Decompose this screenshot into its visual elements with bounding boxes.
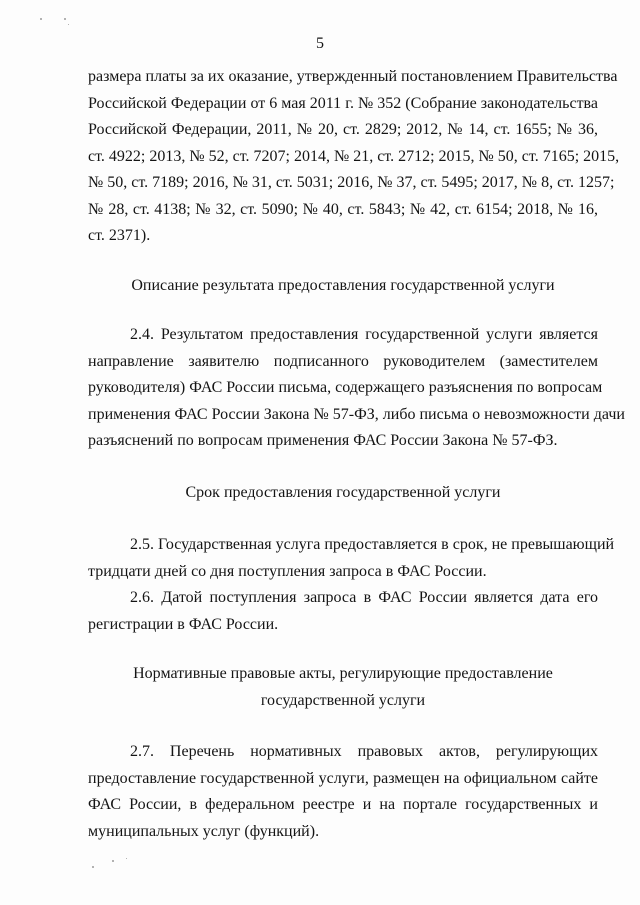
heading-line: Нормативные правовые акты, регулирующие предоставление: [133, 665, 553, 682]
text-line: регистрации в ФАС России.: [88, 615, 279, 633]
section-heading-term: Срок предоставления государственной услуги: [185, 484, 501, 501]
page-number: 5: [316, 35, 324, 52]
scan-speck: [92, 866, 94, 868]
text-line: 2.5. Государственная услуга предоставляется в срок, не превышающий: [130, 536, 615, 553]
text-line: применения ФАС России Закона № 57-ФЗ, либо письма о невозможности дачи: [88, 405, 625, 423]
text-line: муниципальных услуг (функций).: [88, 822, 320, 840]
text-line: Российской Федерации от 6 мая 2011 г. № 352 (Собрание законодательства: [88, 94, 598, 112]
scan-speck: [112, 860, 114, 862]
scan-speck: [126, 858, 127, 859]
text-line: 2.7. Перечень нормативных правовых актов, регулирующих: [130, 743, 598, 760]
paragraph-2-6: [88, 585, 598, 638]
text-line: ст. 2371).: [88, 227, 151, 244]
text-line: тридцати дней со дня поступления запроса в ФАС России.: [88, 562, 487, 580]
heading-line: государственной услуги: [260, 691, 426, 709]
text-line: № 50, ст. 7189; 2016, № 31, ст. 5031; 2016, № 37, ст. 5495; 2017, № 8, ст. 1257;: [88, 174, 615, 191]
text-line: Российской Федерации, 2011, № 20, ст. 2829; 2012, № 14, ст. 1655; № 36,: [88, 121, 598, 138]
text-line: 2.6. Датой поступления запроса в ФАС России является дата его: [130, 589, 598, 606]
scan-speck: [68, 24, 69, 25]
text-line: направление заявителю подписанного руководителем (заместителем: [88, 352, 598, 370]
section-heading-acts: [88, 660, 598, 713]
text-line: размера платы за их оказание, утвержденный постановлением Правительства: [88, 68, 618, 85]
scan-speck: [64, 18, 66, 20]
text-line: 2.4. Результатом предоставления государственной услуги является: [130, 326, 598, 343]
paragraph-2-5: [88, 532, 615, 585]
text-line: ФАС России, в федеральном реестре и на портале государственных и: [88, 796, 598, 813]
scan-speck: [40, 18, 42, 20]
intro-paragraph: [88, 64, 620, 250]
text-line: руководителя) ФАС России письма, содержащего разъяснения по вопросам: [88, 379, 603, 396]
section-heading-result: Описание результата предоставления государственной услуги: [131, 277, 555, 294]
paragraph-2-7: [88, 739, 598, 845]
paragraph-2-4: [88, 322, 625, 455]
text-line: предоставление государственной услуги, размещен на официальном сайте: [88, 769, 598, 787]
text-line: ст. 4922; 2013, № 52, ст. 7207; 2014, № 21, ст. 2712; 2015, № 50, ст. 7165; 2015,: [88, 147, 620, 165]
text-line: разъяснений по вопросам применения ФАС России Закона № 57-ФЗ.: [88, 432, 558, 449]
text-line: № 28, ст. 4138; № 32, ст. 5090; № 40, ст. 5843; № 42, ст. 6154; 2018, № 16,: [88, 200, 598, 218]
